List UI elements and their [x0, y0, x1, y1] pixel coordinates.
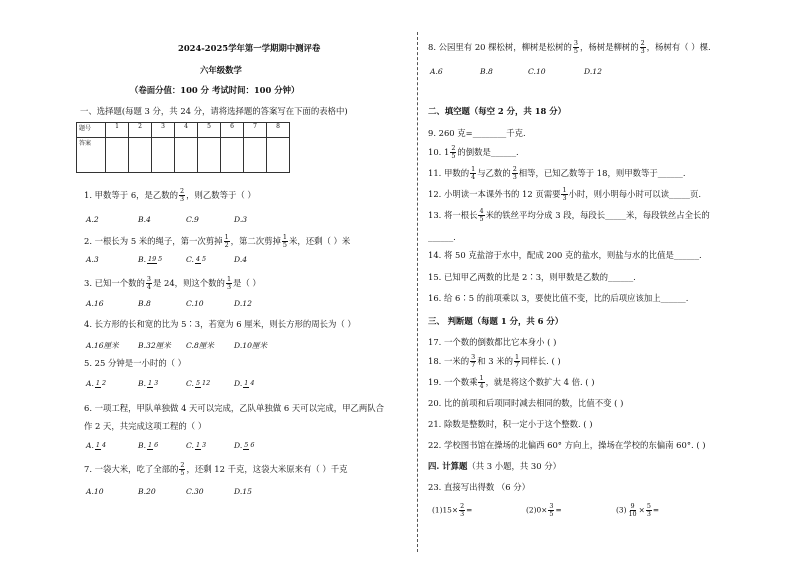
option-b[interactable]: B. 19 5: [138, 255, 163, 264]
answer-cell[interactable]: [152, 138, 175, 173]
question-15: 15. 已知甲乙两数的比是 2∶3，则甲数是乙数的______.: [428, 272, 636, 282]
question-6-line2: 作 2 天，共完成这项工程的（ ）: [84, 421, 207, 431]
table-col-8: 8: [267, 123, 290, 138]
option-a[interactable]: A. 1 4: [86, 441, 107, 450]
question-12: 12. 小明读一本课外书的 12 页需要 $\frac{1}{3}$ 小时，则小明每小时可以读_____页.: [428, 186, 702, 202]
answer-cell[interactable]: [129, 138, 152, 173]
q4-options: [86, 340, 267, 352]
q8-options: [430, 66, 602, 78]
question-21: 21. 除数是整数时，积一定小于这个整数. ( ): [428, 419, 593, 429]
option-a[interactable]: A.16厘米: [86, 341, 119, 350]
option-c[interactable]: C.30: [186, 487, 204, 496]
option-b[interactable]: B.32厘米: [138, 341, 171, 350]
table-col-7: 7: [244, 123, 267, 138]
question-5: 5. 25 分钟是一小时的（ ）: [84, 358, 187, 368]
option-d[interactable]: D.3: [234, 215, 248, 224]
table-col-2: 2: [129, 123, 152, 138]
option-d[interactable]: D.12: [234, 299, 252, 308]
question-16: 16. 给 6∶5 的前项乘以 3，要使比值不变，比的后项应该加上______.: [428, 293, 689, 303]
q5-options: [86, 378, 256, 390]
q23-part2: (2)0× $\frac{3}{5}$ =: [526, 502, 562, 518]
fraction: $\frac{2}{3}$: [180, 187, 185, 203]
option-c[interactable]: C. 1 3: [186, 441, 207, 450]
option-c[interactable]: C. 5 12: [186, 379, 211, 388]
question-1: 1. 甲数等于 6，是乙数的 $\frac{2}{3}$ ，则乙数等于（ ）: [84, 187, 256, 203]
table-col-1: 1: [106, 123, 129, 138]
section2-heading: 二、填空题（每空 2 分，共 18 分）: [428, 106, 567, 116]
table-label-answer: 答案: [77, 138, 106, 173]
right-column: [426, 0, 766, 561]
option-a[interactable]: A.16: [86, 299, 104, 308]
table-col-3: 3: [152, 123, 175, 138]
section1-heading: 一、选择题(每题 3 分，共 24 分，请将选择题的答案写在下面的表格中): [80, 106, 348, 116]
exam-subject: 六年级数学: [200, 65, 242, 75]
question-7: 7. 一袋大米，吃了全部的 $\frac{2}{5}$ ，还剩 12 千克，这袋大米原来有（ ）千克: [84, 461, 348, 477]
left-column: [70, 0, 410, 561]
question-18: 18. 一米的 $\frac{3}{7}$ 和 3 米的 $\frac{1}{7}$ 同样长. ( ): [428, 353, 561, 369]
option-a[interactable]: A.3: [86, 255, 99, 264]
option-a[interactable]: A.6: [430, 67, 443, 76]
q2-options: [86, 254, 247, 266]
option-d[interactable]: D. 1 4: [234, 379, 255, 388]
section4-heading: 四. 计算题（共 3 小题，共 30 分）: [428, 461, 561, 471]
question-22: 22. 学校图书馆在操场的北偏西 60° 方向上，操场在学校的东偏南 60°. ( ): [428, 440, 706, 450]
q6-options: [86, 440, 256, 452]
option-c[interactable]: C.10: [528, 67, 546, 76]
question-8: 8. 公园里有 20 棵松树，柳树是松树的 $\frac{3}{5}$ ，杨树是柳树的 $\frac{2}{3}$ ，杨树有（ ）棵.: [428, 39, 711, 55]
option-b[interactable]: B.4: [138, 215, 151, 224]
question-23: 23. 直接写出得数 （6 分）: [428, 482, 531, 492]
option-a[interactable]: A. 1 2: [86, 379, 107, 388]
question-17: 17. 一个数的倒数都比它本身小 ( ): [428, 337, 557, 347]
q1-options: [86, 214, 247, 226]
option-c[interactable]: C.10: [186, 299, 204, 308]
q23-part3: (3) $\frac{9}{10}$ × $\frac{5}{3}$ =: [616, 502, 660, 518]
answer-cell[interactable]: [244, 138, 267, 173]
option-d[interactable]: D. 5 6: [234, 441, 255, 450]
option-d[interactable]: D.15: [234, 487, 252, 496]
exam-info: （卷面分值：100 分 考试时间：100 分钟）: [130, 85, 300, 95]
answer-cell[interactable]: [198, 138, 221, 173]
option-c[interactable]: C.9: [186, 215, 199, 224]
question-13: 13. 将一根长 $\frac{4}{5}$ 米的铁丝平均分成 3 段，每段长_____米，每段铁丝占全长的: [428, 207, 710, 223]
answer-cell[interactable]: [106, 138, 129, 173]
option-d[interactable]: D.12: [584, 67, 602, 76]
answer-table: [76, 122, 290, 173]
answer-cell[interactable]: [267, 138, 290, 173]
option-b[interactable]: B. 1 6: [138, 441, 159, 450]
question-9: 9. 260 克=________千克.: [428, 128, 526, 138]
section3-heading: 三、 判断题（每题 1 分，共 6 分）: [428, 316, 564, 326]
option-d[interactable]: D.10厘米: [234, 341, 268, 350]
option-b[interactable]: B. 1 3: [138, 379, 159, 388]
question-20: 20. 比的前项和后项同时减去相同的数，比值不变 ( ): [428, 398, 624, 408]
table-col-5: 5: [198, 123, 221, 138]
option-b[interactable]: B.8: [480, 67, 493, 76]
answer-cell[interactable]: [175, 138, 198, 173]
question-6-line1: 6. 一项工程，甲队单独做 4 天可以完成，乙队单独做 6 天可以完成，甲乙两队合: [84, 403, 384, 413]
option-b[interactable]: B.8: [138, 299, 151, 308]
answer-cell[interactable]: [221, 138, 244, 173]
option-c[interactable]: C. 4 5: [186, 255, 207, 264]
option-a[interactable]: A.2: [86, 215, 99, 224]
option-a[interactable]: A.10: [86, 487, 104, 496]
q7-options: [86, 486, 252, 498]
question-14: 14. 将 50 克盐溶于水中，配成 200 克的盐水，则盐与水的比值是______.: [428, 250, 702, 260]
question-10: 10. 1 $\frac{2}{5}$ 的倒数是______.: [428, 144, 519, 160]
column-divider: [417, 32, 418, 552]
exam-title: 2024-2025学年第一学期期中测评卷: [178, 43, 321, 53]
option-c[interactable]: C.8厘米: [186, 341, 214, 350]
answer-table-answer-row: [77, 138, 290, 173]
table-col-4: 4: [175, 123, 198, 138]
q23-part1: (1)15× $\frac{2}{3}$ =: [432, 502, 473, 518]
answer-table-header-row: [77, 123, 290, 138]
question-2: 2. 一根长为 5 米的绳子，第一次剪掉 $\frac{1}{2}$ ，第二次剪掉 $\frac{1}{5}$ 米，还剩（ ）米: [84, 233, 351, 249]
table-label-number: 题号: [77, 123, 106, 138]
question-3: 3. 已知一个数的 $\frac{3}{4}$ 是 24，则这个数的 $\frac{1}{3}$ 是（ ）: [84, 275, 261, 291]
q3-options: [86, 298, 252, 310]
option-b[interactable]: B.20: [138, 487, 156, 496]
question-4: 4. 长方形的长和宽的比为 5∶3，若宽为 6 厘米，则长方形的周长为（ ）: [84, 319, 356, 329]
question-13-line2: ______.: [428, 232, 456, 242]
table-col-6: 6: [221, 123, 244, 138]
question-11: 11. 甲数的 $\frac{1}{4}$ 与乙数的 $\frac{2}{3}$ 相等，已知乙数等于 18，则甲数等于______.: [428, 165, 686, 181]
question-19: 19. 一个数乘 $\frac{1}{4}$ ，就是将这个数扩大 4 倍. ( ): [428, 374, 595, 390]
option-d[interactable]: D.4: [234, 255, 248, 264]
